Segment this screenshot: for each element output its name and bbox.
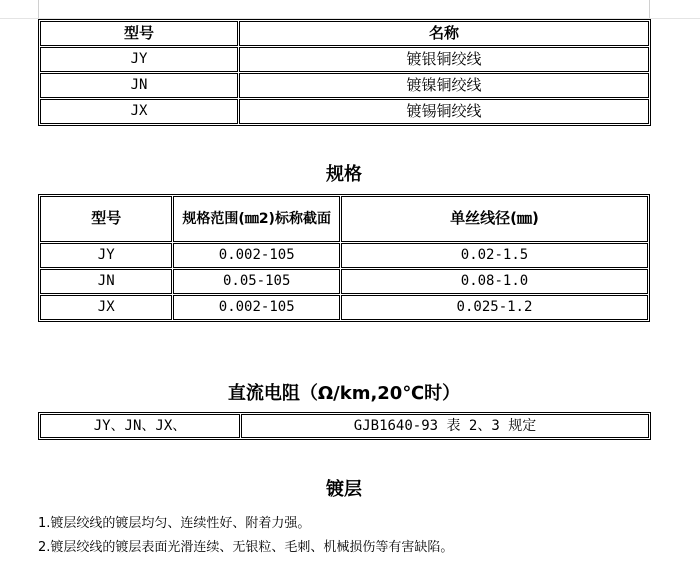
header-model: 型号 (40, 21, 238, 46)
table-row (40, 99, 649, 124)
resistance-table (38, 412, 651, 440)
cell-model: JY (40, 243, 172, 268)
cell-name: 镀镍铜绞线 (239, 73, 649, 98)
header-name: 名称 (239, 21, 649, 46)
table-row (40, 295, 648, 320)
types-table (38, 19, 651, 126)
table-header-row (40, 196, 648, 242)
spec-heading: 规格 (326, 164, 362, 185)
cell-models: JY、JN、JX、 (40, 414, 240, 438)
plating-item: 2.镀层绞线的镀层表面光滑连续、无银粒、毛刺、机械损伤等有害缺陷。 (38, 540, 454, 555)
cell-model: JN (40, 73, 238, 98)
cell-name: 镀银铜绞线 (239, 47, 649, 72)
header-range: 规格范围(㎜2)标称截面 (173, 196, 340, 242)
table-row (40, 47, 649, 72)
table-row (40, 414, 649, 438)
page-margin-guide (38, 0, 650, 18)
cell-diameter: 0.08-1.0 (341, 269, 648, 294)
plating-heading: 镀层 (326, 479, 362, 500)
spec-table (38, 194, 650, 322)
cell-standard: GJB1640-93 表 2、3 规定 (241, 414, 649, 438)
cell-model: JX (40, 99, 238, 124)
table-row (40, 73, 649, 98)
header-model: 型号 (40, 196, 172, 242)
cell-range: 0.05-105 (173, 269, 340, 294)
cell-model: JX (40, 295, 172, 320)
cell-diameter: 0.025-1.2 (341, 295, 648, 320)
table-header-row (40, 21, 649, 46)
resistance-heading: 直流电阻（Ω/km,20℃时） (227, 383, 461, 404)
cell-name: 镀锡铜绞线 (239, 99, 649, 124)
table-row (40, 269, 648, 294)
table-row (40, 243, 648, 268)
cell-diameter: 0.02-1.5 (341, 243, 648, 268)
header-diameter: 单丝线径(㎜) (341, 196, 648, 242)
cell-model: JN (40, 269, 172, 294)
cell-model: JY (40, 47, 238, 72)
cell-range: 0.002-105 (173, 243, 340, 268)
plating-item: 1.镀层绞线的镀层均匀、连续性好、附着力强。 (38, 516, 311, 531)
cell-range: 0.002-105 (173, 295, 340, 320)
